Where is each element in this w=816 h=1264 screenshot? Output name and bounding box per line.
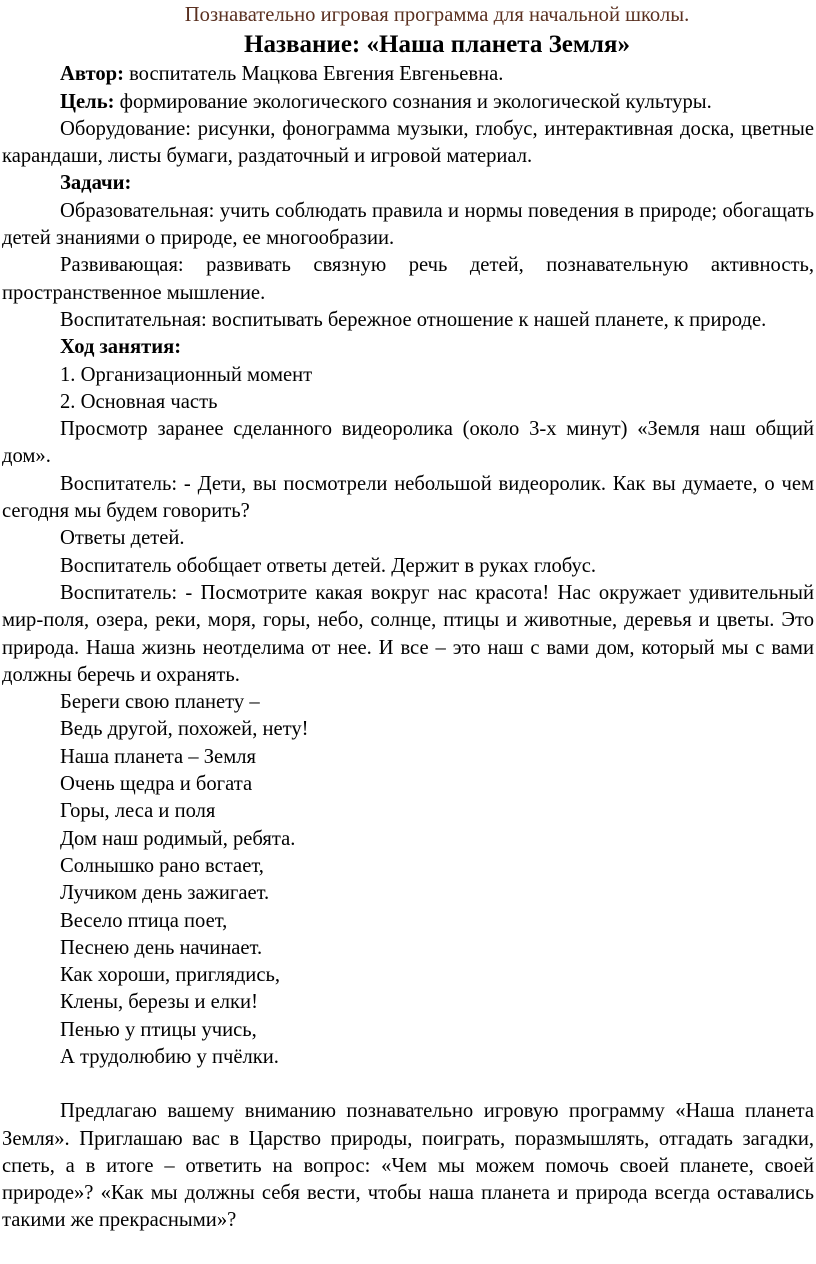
poem-line: Клены, березы и елки! <box>60 991 258 1014</box>
goal-label: Цель: <box>60 90 115 113</box>
author-label: Автор: <box>60 63 124 86</box>
lesson-paragraph-3: Ответы детей. <box>60 527 185 550</box>
document-title: Название: «Наша планета Земля» <box>244 31 630 59</box>
author-line <box>2 61 814 88</box>
goal-value: формирование экологического сознания и экологической культуры. <box>114 90 712 113</box>
lesson-step-2: 2. Основная часть <box>60 390 218 413</box>
poem-line: Песнею день начинает. <box>60 936 263 959</box>
goal-line <box>2 89 814 116</box>
poem-line: Горы, леса и поля <box>60 800 216 823</box>
poem-line: Как хороши, приглядись, <box>60 964 281 987</box>
closing-paragraph: Предлагаю вашему вниманию познавательно игровую программу «Наша планета Земля». Приглашаю вас в Царство природы, поиграть, поразмышлять, отгадать загадки, спеть, а в итоге – ответить на вопрос: «Чем мы можем помочь своей планете, своей природе»? «Как мы должны себя вести, чтобы наша планета и природа всегда оставались такими же прекрасными»? <box>2 1100 814 1232</box>
poem-line: Очень щедра и богата <box>60 773 253 796</box>
document-subtitle: Познавательно игровая программа для начальной школы. <box>184 4 690 26</box>
lesson-paragraph-1: Просмотр заранее сделанного видеоролика (около 3-х минут) «Земля наш общий дом». <box>2 418 814 468</box>
equipment-paragraph: Оборудование: рисунки, фонограмма музыки, глобус, интерактивная доска, цветные карандаши, листы бумаги, раздаточный и игровой материал. <box>2 117 814 168</box>
poem-line: Солнышко рано встает, <box>60 854 264 877</box>
lesson-paragraph-4: Воспитатель обобщает ответы детей. Держит в руках глобус. <box>60 554 597 577</box>
poem-line: Береги свою планету – <box>60 691 260 714</box>
task-educational: Образовательная: учить соблюдать правила и нормы поведения в природе; обогащать детей знаниями о природе, ее многообразии. <box>2 199 814 250</box>
task-developing: Развивающая: развивать связную речь детей, познавательную активность, пространственное мышление. <box>2 254 814 304</box>
author-value: воспитатель Мацкова Евгения Евгеньевна. <box>123 63 504 86</box>
blank-line <box>2 1071 814 1098</box>
lesson-step-1: 1. Организационный момент <box>60 363 313 386</box>
poem-line: Пенью у птицы учись, <box>60 1018 257 1041</box>
task-upbringing: Воспитательная: воспитывать бережное отношение к нашей планете, к природе. <box>60 308 767 331</box>
poem-line: Дом наш родимый, ребята. <box>60 827 296 850</box>
lesson-heading: Ход занятия: <box>60 336 182 359</box>
poem-line: Весело птица поет, <box>60 909 228 932</box>
poem-line: Лучиком день зажигает. <box>60 882 270 905</box>
lesson-paragraph-2: Воспитатель: - Дети, вы посмотрели небольшой видеоролик. Как вы думаете, о чем сегодня мы будем говорить? <box>2 472 814 523</box>
tasks-heading: Задачи: <box>60 172 132 195</box>
poem-line: Наша планета – Земля <box>60 745 256 768</box>
lesson-paragraph-5: Воспитатель: - Посмотрите какая вокруг нас красота! Нас окружает удивительный мир-поля, озера, реки, моря, горы, небо, солнце, птицы и животные, деревья и цветы. Это природа. Наша жизнь неотделима от нее. И все – это наш с вами дом, который мы с вами должны беречь и охранять. <box>2 581 814 686</box>
poem-line: А трудолюбию у пчёлки. <box>60 1045 279 1068</box>
poem-line: Ведь другой, похожей, нету! <box>60 718 309 741</box>
